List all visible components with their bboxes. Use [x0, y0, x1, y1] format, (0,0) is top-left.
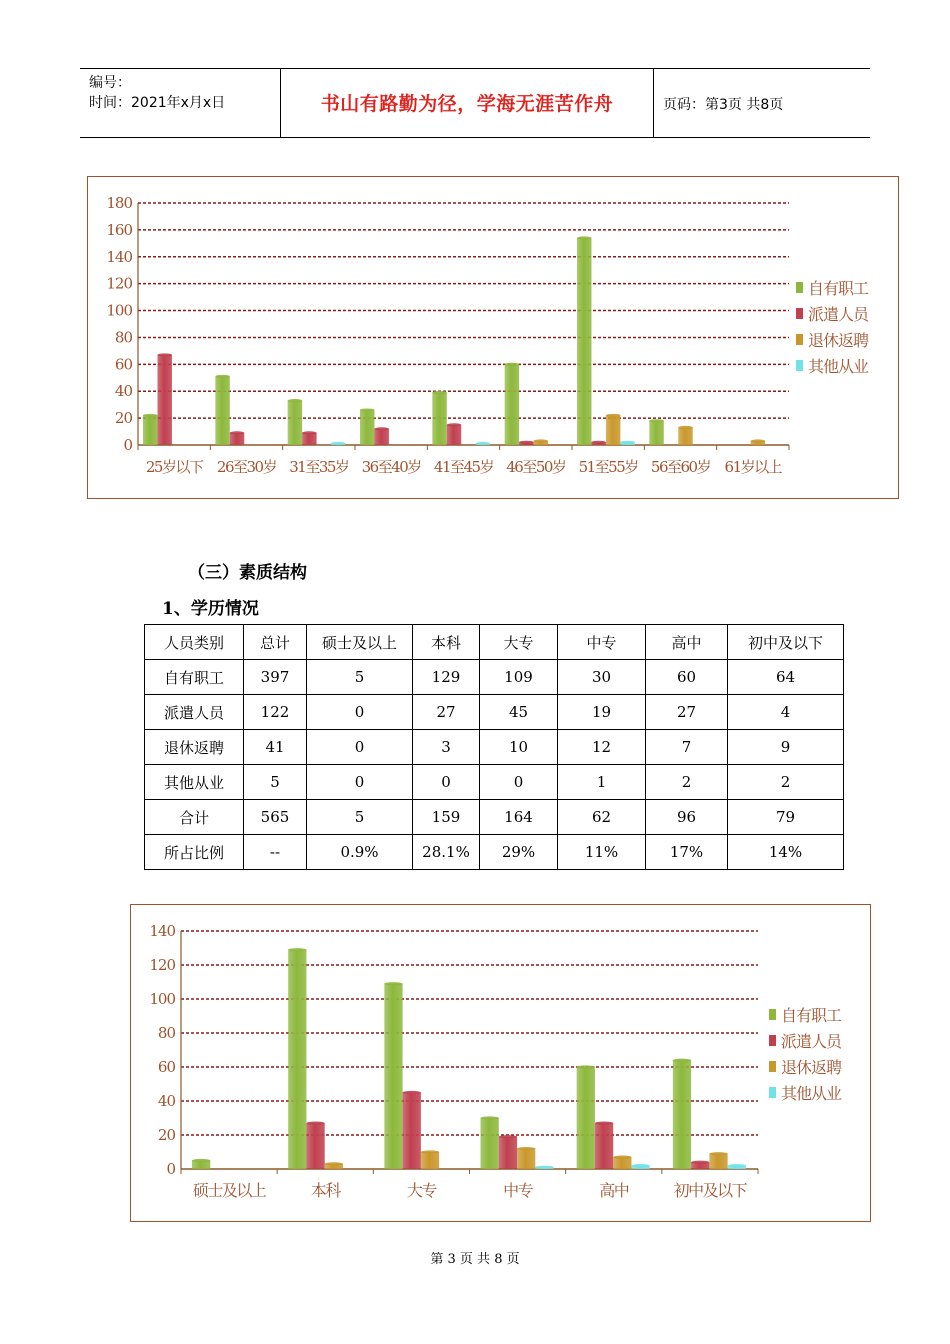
bar-top	[192, 1159, 210, 1162]
bar-派遣人员	[306, 1123, 324, 1169]
legend-swatch	[796, 308, 803, 319]
table-cell: 29%	[480, 835, 558, 870]
table-cell: 5	[244, 765, 307, 800]
table-cell: 7	[646, 730, 728, 765]
table-cell: 合计	[145, 800, 244, 835]
bar-top	[534, 439, 548, 442]
table-cell: 11%	[558, 835, 646, 870]
table-row	[145, 695, 844, 730]
table-cell: 0	[480, 765, 558, 800]
bar-自有职工	[288, 401, 302, 445]
bar-派遣人员	[499, 1137, 517, 1169]
bar-top	[306, 1122, 324, 1125]
legend-swatch	[769, 1087, 776, 1098]
table-cell: 其他从业	[145, 765, 244, 800]
bar-top	[302, 431, 316, 434]
bar-top	[709, 1152, 727, 1155]
category-label: 31至35岁	[289, 458, 349, 476]
bar-top	[577, 1065, 595, 1068]
bar-派遣人员	[302, 433, 316, 445]
table-cell: 28.1%	[413, 835, 480, 870]
table-cell: 14%	[728, 835, 844, 870]
table-cell: 0	[307, 730, 413, 765]
y-tick-label: 140	[106, 247, 132, 266]
bar-自有职工	[505, 364, 519, 445]
table-cell: 397	[244, 660, 307, 695]
table-cell: 27	[646, 695, 728, 730]
category-label: 41至45岁	[433, 458, 494, 476]
bar-top	[649, 419, 663, 422]
bar-自有职工	[288, 950, 306, 1169]
bar-top	[517, 1147, 535, 1150]
table-cell: 退休返聘	[145, 730, 244, 765]
education-chart-svg	[131, 905, 870, 1221]
bar-top	[535, 1166, 553, 1169]
bar-top	[499, 1135, 517, 1138]
y-tick-label: 100	[149, 990, 175, 1008]
table-cell: 4	[728, 695, 844, 730]
legend-label: 其他从业	[781, 1084, 842, 1103]
table-cell: 0	[307, 695, 413, 730]
legend-swatch	[796, 282, 803, 293]
bar-退休返聘	[613, 1157, 631, 1169]
table-row	[145, 800, 844, 835]
table-cell: 2	[646, 765, 728, 800]
bar-top	[678, 426, 692, 429]
category-label: 中专	[503, 1181, 533, 1200]
bar-top	[476, 442, 490, 445]
table-cell: 129	[413, 660, 480, 695]
bar-top	[157, 353, 171, 356]
table-cell: 0	[307, 765, 413, 800]
table-cell: 3	[413, 730, 480, 765]
table-cell: 30	[558, 660, 646, 695]
bar-退休返聘	[517, 1149, 535, 1169]
bar-退休返聘	[421, 1152, 439, 1169]
bar-自有职工	[215, 376, 229, 445]
bar-top	[384, 982, 402, 985]
bar-top	[620, 441, 634, 444]
table-header-row	[145, 625, 844, 660]
bar-自有职工	[384, 984, 402, 1169]
table-cell: 5	[307, 660, 413, 695]
header-page-number: 页码：第3页 共8页	[663, 97, 784, 113]
table-cell: 41	[244, 730, 307, 765]
legend-label: 自有职工	[781, 1006, 842, 1025]
legend-label: 退休返聘	[781, 1058, 842, 1077]
legend-label: 派遣人员	[781, 1032, 842, 1051]
table-cell: 所占比例	[145, 835, 244, 870]
y-tick-label: 0	[123, 436, 132, 454]
bar-top	[505, 363, 519, 366]
table-cell: 10	[480, 730, 558, 765]
bar-top	[519, 441, 533, 444]
category-label: 高中	[599, 1181, 629, 1200]
bar-自有职工	[432, 393, 446, 445]
y-tick-label: 140	[149, 922, 175, 940]
bar-派遣人员	[447, 425, 461, 445]
table-cell: 60	[646, 660, 728, 695]
bar-派遣人员	[157, 355, 171, 445]
y-tick-label: 80	[114, 328, 132, 347]
table-cell: 64	[728, 660, 844, 695]
category-label: 61岁以上	[724, 458, 782, 476]
table-cell: 自有职工	[145, 660, 244, 695]
bar-派遣人员	[403, 1093, 421, 1170]
bar-top	[374, 427, 388, 430]
table-cell: 27	[413, 695, 480, 730]
table-cell: 109	[480, 660, 558, 695]
table-cell: 96	[646, 800, 728, 835]
age-chart-svg	[88, 177, 898, 498]
table-header-cell: 本科	[413, 625, 480, 660]
bar-top	[421, 1150, 439, 1153]
table-header-cell: 中专	[558, 625, 646, 660]
y-tick-label: 40	[157, 1092, 175, 1110]
legend-swatch	[769, 1061, 776, 1072]
table-cell: 19	[558, 695, 646, 730]
bar-top	[595, 1122, 613, 1125]
category-label: 25岁以下	[145, 458, 203, 476]
bar-top	[631, 1164, 649, 1167]
table-cell: 2	[728, 765, 844, 800]
y-tick-label: 60	[157, 1058, 175, 1076]
bar-top	[577, 236, 591, 239]
education-chart	[130, 904, 871, 1222]
table-header-cell: 硕士及以上	[307, 625, 413, 660]
category-label: 56至60岁	[650, 458, 711, 476]
bar-top	[331, 442, 345, 445]
bar-自有职工	[577, 238, 591, 445]
y-tick-label: 120	[149, 956, 175, 974]
table-cell: 159	[413, 800, 480, 835]
y-tick-label: 40	[114, 382, 132, 401]
y-tick-label: 20	[157, 1126, 175, 1144]
bar-top	[447, 423, 461, 426]
category-label: 初中及以下	[673, 1181, 747, 1200]
subsection-title: 1、学历情况	[162, 599, 259, 619]
table-cell: 0	[413, 765, 480, 800]
table-cell: 1	[558, 765, 646, 800]
header-motto: 书山有路勤为径，学海无涯苦作舟	[320, 93, 614, 115]
bar-top	[751, 439, 765, 442]
bar-top	[591, 441, 605, 444]
bar-退休返聘	[678, 428, 692, 445]
legend-swatch	[796, 334, 803, 345]
table-cell: 17%	[646, 835, 728, 870]
bar-top	[481, 1116, 499, 1119]
table-header-cell: 初中及以下	[728, 625, 844, 660]
bar-top	[230, 431, 244, 434]
table-header-cell: 总计	[244, 625, 307, 660]
legend-label: 其他从业	[808, 357, 869, 376]
document-time-label: 时间：2021年x月x日	[89, 95, 226, 111]
table-cell: --	[244, 835, 307, 870]
bar-top	[325, 1162, 343, 1165]
bar-top	[215, 375, 229, 378]
bar-top	[673, 1059, 691, 1062]
y-tick-label: 100	[106, 301, 132, 320]
table-cell: 122	[244, 695, 307, 730]
table-cell: 565	[244, 800, 307, 835]
category-label: 本科	[310, 1181, 340, 1200]
table-cell: 12	[558, 730, 646, 765]
bar-派遣人员	[374, 429, 388, 445]
legend-label: 自有职工	[808, 279, 869, 298]
bar-top	[728, 1164, 746, 1167]
legend-label: 派遣人员	[808, 305, 869, 324]
table-cell: 45	[480, 695, 558, 730]
category-label: 36至40岁	[361, 458, 421, 476]
legend-swatch	[769, 1035, 776, 1046]
page-header	[80, 68, 870, 138]
table-row	[145, 835, 844, 870]
table-row	[145, 730, 844, 765]
y-tick-label: 80	[157, 1024, 175, 1042]
category-label: 硕士及以上	[192, 1181, 266, 1200]
category-label: 26至30岁	[216, 458, 277, 476]
bar-退休返聘	[606, 415, 620, 445]
table-row	[145, 765, 844, 800]
header-page-cell	[654, 69, 870, 137]
document-number-label: 编号：	[89, 75, 131, 91]
table-header-cell: 人员类别	[145, 625, 244, 660]
bar-top	[288, 948, 306, 951]
bar-退休返聘	[709, 1154, 727, 1169]
bar-自有职工	[673, 1060, 691, 1169]
table-cell: 5	[307, 800, 413, 835]
y-tick-label: 180	[106, 194, 132, 212]
bar-派遣人员	[595, 1123, 613, 1169]
y-tick-label: 160	[106, 220, 132, 239]
age-distribution-chart	[87, 176, 899, 499]
education-table	[144, 624, 844, 870]
legend-swatch	[796, 360, 803, 371]
table-cell: 派遣人员	[145, 695, 244, 730]
bar-top	[403, 1091, 421, 1094]
legend-label: 退休返聘	[808, 331, 869, 350]
bar-派遣人员	[230, 433, 244, 445]
legend-swatch	[769, 1009, 776, 1020]
bar-top	[606, 414, 620, 417]
bar-自有职工	[577, 1067, 595, 1169]
bar-top	[691, 1161, 709, 1164]
header-meta-cell	[80, 69, 281, 137]
bar-自有职工	[143, 415, 157, 445]
header-motto-cell	[281, 69, 654, 137]
table-cell: 164	[480, 800, 558, 835]
table-header-cell: 高中	[646, 625, 728, 660]
y-tick-label: 60	[114, 355, 132, 374]
bar-自有职工	[649, 421, 663, 445]
bar-top	[613, 1156, 631, 1159]
table-cell: 62	[558, 800, 646, 835]
bar-top	[432, 391, 446, 394]
bar-自有职工	[481, 1118, 499, 1169]
category-label: 大专	[406, 1181, 436, 1200]
y-tick-label: 120	[106, 274, 132, 293]
page-footer: 第 3 页 共 8 页	[430, 1252, 520, 1267]
table-cell: 9	[728, 730, 844, 765]
category-label: 51至55岁	[578, 458, 638, 476]
y-tick-label: 20	[114, 409, 132, 428]
table-header-cell: 大专	[480, 625, 558, 660]
category-label: 46至50岁	[506, 458, 566, 476]
section-title: （三）素质结构	[188, 563, 307, 583]
table-cell: 79	[728, 800, 844, 835]
y-tick-label: 0	[166, 1160, 175, 1178]
table-cell: 0.9%	[307, 835, 413, 870]
bar-top	[143, 414, 157, 417]
table-row	[145, 660, 844, 695]
bar-自有职工	[360, 410, 374, 445]
bar-top	[288, 399, 302, 402]
bar-top	[360, 408, 374, 411]
